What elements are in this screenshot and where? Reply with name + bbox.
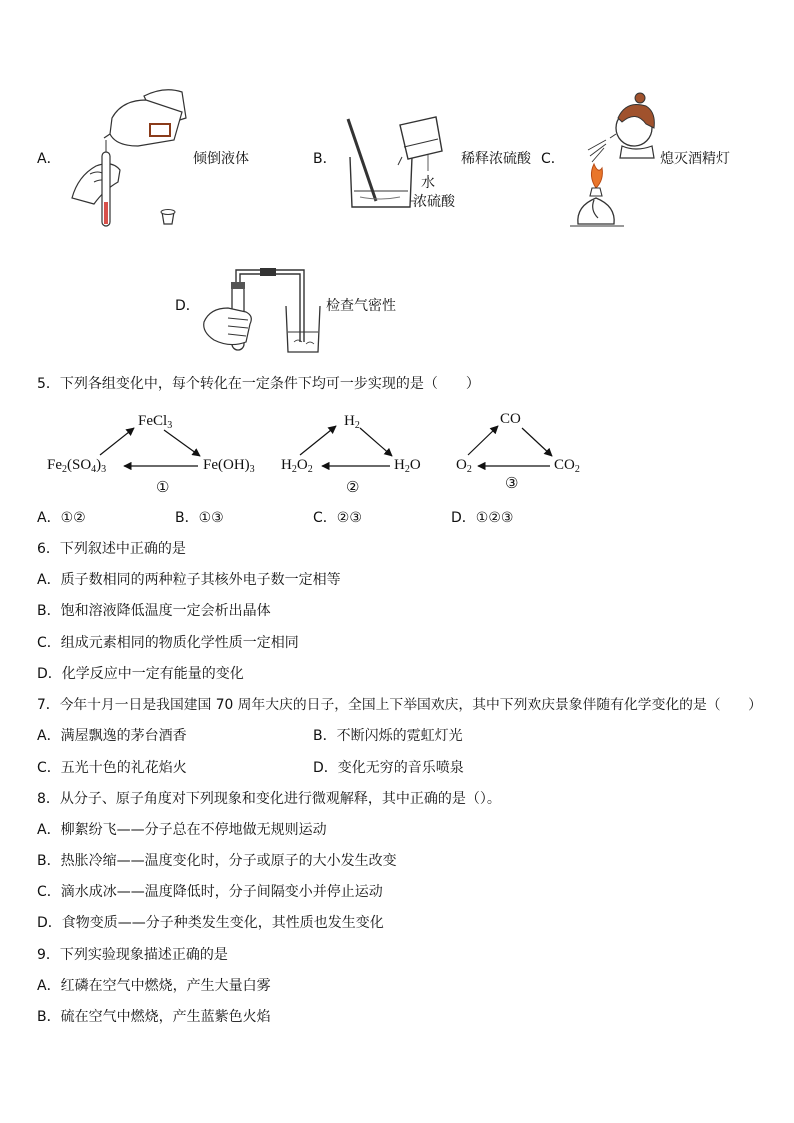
d2-arrow-left-to-top: [300, 426, 336, 455]
q5-d2-top: $H_2$: [344, 413, 360, 431]
q5-d1-left: $Fe_2(SO_4)_3$: [47, 457, 107, 475]
q7-option-c[interactable]: C．五光十色的礼花焰火: [37, 760, 187, 776]
q9-option-a[interactable]: A．红磷在空气中燃烧，产生大量白雾: [37, 978, 271, 994]
q4-option-d-caption: 检查气密性: [326, 298, 396, 314]
q9-option-b[interactable]: B．硫在空气中燃烧，产生蓝紫色火焰: [37, 1009, 271, 1025]
q5-d3-marker: ③: [505, 476, 519, 492]
q6-option-c[interactable]: C．组成元素相同的物质化学性质一定相同: [37, 635, 299, 651]
q9-stem: 9．下列实验现象描述正确的是: [37, 947, 228, 963]
q6-option-d[interactable]: D．化学反应中一定有能量的变化: [37, 666, 244, 682]
q8-option-c[interactable]: C．滴水成冰——温度降低时，分子间隔变小并停止运动: [37, 884, 383, 900]
q4-option-a-caption: 倾倒液体: [193, 151, 249, 167]
q7-option-d[interactable]: D．变化无穷的音乐喷泉: [313, 760, 464, 776]
q4-option-b-caption: 稀释浓硫酸: [461, 151, 531, 167]
d1-arrow-top-to-right: [164, 430, 200, 456]
q5-d1-top: FeCl$_3$: [138, 413, 173, 431]
d1-arrow-left-to-top: [100, 428, 134, 455]
q7-stem: 7．今年十月一日是我国建国 70 周年大庆的日子，全国上下举国欢庆，其中下列欢庆景象伴随有化学变化的是（ ）: [37, 697, 762, 713]
q8-option-d[interactable]: D．食物变质——分子种类发生变化，其性质也发生变化: [37, 915, 384, 931]
q5-stem: 5．下列各组变化中，每个转化在一定条件下均可一步实现的是（ ）: [37, 376, 480, 392]
q4-option-c-caption: 熄灭酒精灯: [660, 151, 730, 167]
d3-arrow-left-to-top: [468, 426, 498, 455]
d2-arrow-top-to-right: [360, 428, 392, 456]
q5-d3-right: $CO_2$: [554, 457, 580, 475]
q5-option-d[interactable]: D．①②③: [451, 510, 514, 526]
q5-d3-top: CO: [500, 411, 521, 427]
q8-option-b[interactable]: B．热胀冷缩——温度变化时，分子或原子的大小发生改变: [37, 853, 397, 869]
q5-option-c[interactable]: C．②③: [313, 510, 362, 526]
q8-option-a[interactable]: A．柳絮纷飞——分子总在不停地做无规则运动: [37, 822, 327, 838]
q5-option-b[interactable]: B．①③: [175, 510, 224, 526]
q4-option-d-letter: D．: [175, 298, 200, 314]
q5-option-a[interactable]: A．①②: [37, 510, 86, 526]
q5-reaction-arrows: [0, 0, 794, 500]
q6-stem: 6．下列叙述中正确的是: [37, 541, 186, 557]
q7-option-a[interactable]: A．满屋飘逸的茅台酒香: [37, 728, 187, 744]
q4-option-b-letter: B．: [313, 151, 337, 167]
q6-option-a[interactable]: A．质子数相同的两种粒子其核外电子数一定相等: [37, 572, 341, 588]
q4-option-b-acid-label: 浓硫酸: [413, 194, 455, 210]
q7-option-b[interactable]: B．不断闪烁的霓虹灯光: [313, 728, 463, 744]
q5-d1-marker: ①: [156, 480, 170, 496]
q4-option-b-water-label: 水: [421, 175, 435, 191]
q5-d1-right: $Fe(OH)_3$: [203, 457, 255, 475]
q5-d2-marker: ②: [346, 480, 360, 496]
q5-d2-left: $H_2O_2$: [281, 457, 313, 475]
q4-option-c-letter: C．: [541, 151, 565, 167]
q8-stem: 8．从分子、原子角度对下列现象和变化进行微观解释，其中正确的是（）。: [37, 791, 501, 807]
q6-option-b[interactable]: B．饱和溶液降低温度一定会析出晶体: [37, 603, 271, 619]
q5-d2-right: $H_2O$: [394, 457, 421, 475]
q5-d3-left: $O_2$: [456, 457, 472, 475]
d3-arrow-top-to-right: [522, 428, 552, 456]
q4-option-a-letter: A．: [37, 151, 61, 167]
